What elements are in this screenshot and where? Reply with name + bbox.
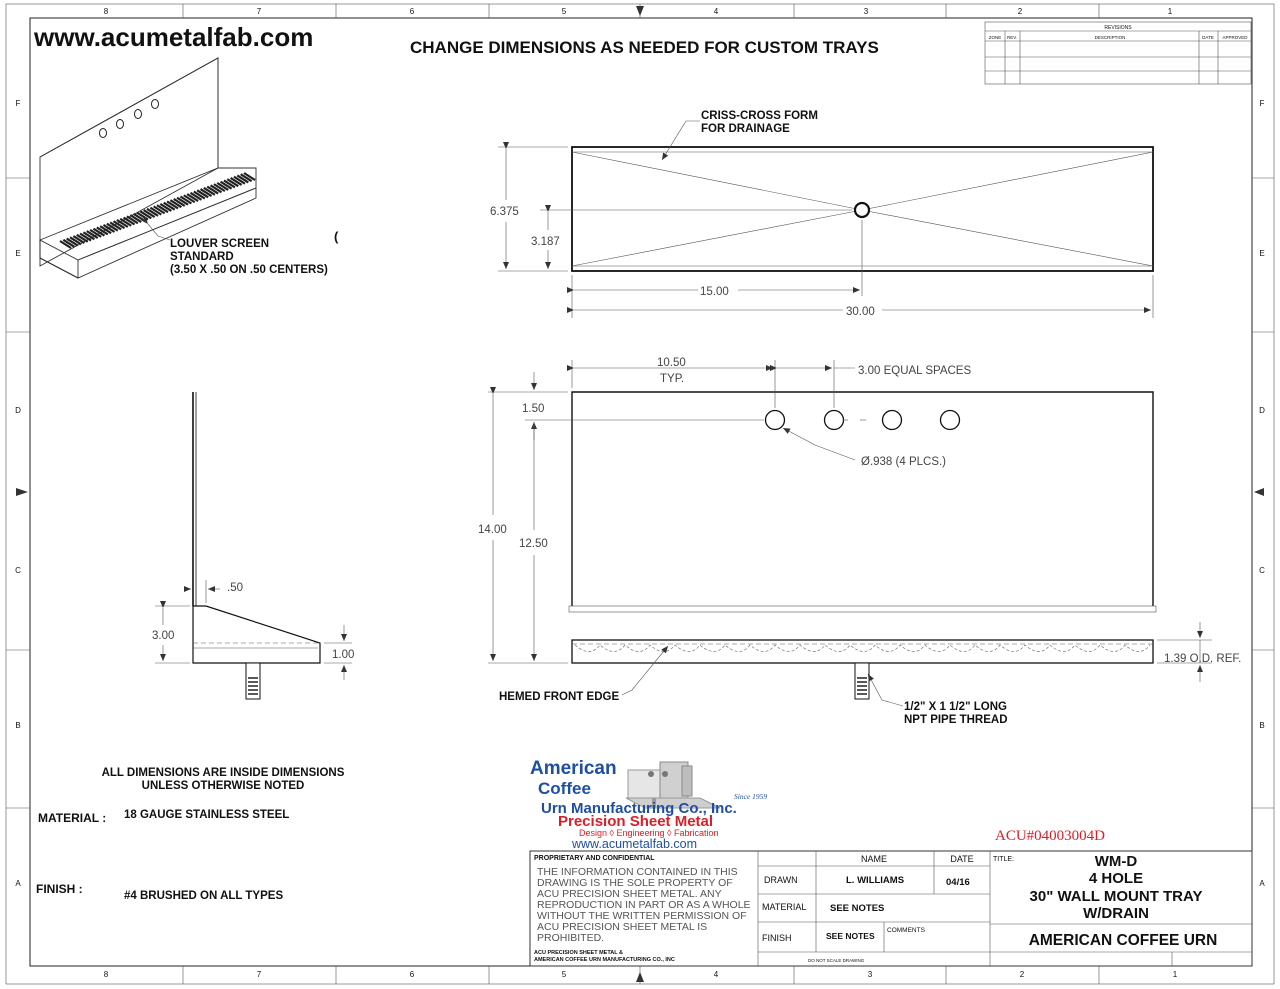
finish-value-tb: SEE NOTES [826, 931, 875, 941]
zone-label: 6 [409, 970, 415, 979]
pipe-note-line1: 1/2" X 1 1/2" LONG [904, 701, 1007, 713]
louver-note [170, 238, 328, 276]
dim-spacing: 3.00 EQUAL SPACES [858, 365, 972, 377]
svg-text:THE INFORMATION CONTAINED IN T: THE INFORMATION CONTAINED IN THIS [537, 866, 738, 878]
company-logo [530, 758, 767, 851]
material-value: 18 GAUGE STAINLESS STEEL [124, 809, 290, 821]
zone-label: 6 [409, 7, 415, 16]
front-view [488, 360, 1212, 706]
dim-depth: 6.375 [490, 206, 519, 218]
zone-label: 2 [1017, 7, 1023, 16]
zone-label: 5 [561, 970, 567, 979]
logo-services: Design ◊ Engineering ◊ Fabrication [579, 828, 719, 838]
rev-header: APPROVED [1222, 35, 1248, 40]
svg-text:W/DRAIN: W/DRAIN [1083, 905, 1149, 922]
svg-text:FOR DRAINAGE: FOR DRAINAGE [701, 123, 790, 135]
rev-header: DESCRIPTION [1094, 35, 1126, 40]
proprietary-title: PROPRIETARY AND CONFIDENTIAL [534, 855, 655, 862]
rev-header: REV. [1006, 35, 1018, 40]
company-footer-line2: AMERICAN COFFEE URN MANUFACTURING CO., INC [534, 957, 675, 963]
svg-text:ACU PRECISION SHEET METAL. ANY: ACU PRECISION SHEET METAL. ANY [537, 888, 722, 900]
faucet-hole-iso [100, 129, 107, 138]
finish-label: FINISH : [36, 882, 83, 896]
website-header: www.acumetalfab.com [34, 22, 314, 52]
dim-od: 1.39 O.D. REF. [1164, 653, 1242, 665]
proprietary-text [537, 866, 751, 944]
material-label: MATERIAL : [38, 811, 107, 825]
faucet-hole [883, 411, 902, 430]
zone-label: 5 [561, 7, 567, 16]
dimensions-note-line2: UNLESS OTHERWISE NOTED [141, 780, 305, 792]
svg-text:WM-D: WM-D [1094, 853, 1138, 870]
zone-label: 3 [867, 970, 873, 979]
zone-label: E [15, 249, 21, 258]
logo-website: www.acumetalfab.com [572, 837, 698, 851]
zone-label: D [1259, 406, 1265, 415]
svg-text:4 HOLE: 4 HOLE [1088, 870, 1144, 887]
finish-value: #4 BRUSHED ON ALL TYPES [124, 890, 284, 902]
drawn-date: 04/16 [946, 877, 970, 888]
revisions-table [985, 22, 1251, 84]
faucet-hole-iso [117, 120, 124, 129]
rev-header: DATE [1202, 35, 1214, 40]
rev-header: ZONE [988, 35, 1002, 40]
zone-label: B [1259, 721, 1265, 730]
title-label: TITLE: [993, 856, 1015, 863]
revisions-title: REVISIONS [1104, 25, 1132, 31]
svg-text:(3.50 X .50 ON .50 CENTERS): (3.50 X .50 ON .50 CENTERS) [170, 264, 328, 276]
zone-label: 1 [1167, 7, 1173, 16]
zone-label: 1 [1172, 970, 1178, 979]
zone-label: A [1259, 879, 1265, 888]
svg-text:ACU PRECISION SHEET METAL IS: ACU PRECISION SHEET METAL IS [537, 921, 708, 933]
drawn-name: L. WILLIAMS [846, 875, 905, 886]
zone-label: 4 [713, 7, 719, 16]
faucet-hole [941, 411, 960, 430]
part-number: ACU#04003004D [995, 828, 1106, 844]
svg-text:CRISS-CROSS FORM: CRISS-CROSS FORM [701, 110, 818, 122]
dim-hole-top: 1.50 [522, 403, 545, 415]
faucet-hole-iso [135, 110, 142, 119]
company-name: AMERICAN COFFEE URN [1028, 932, 1218, 949]
dim-hole-height: 12.50 [519, 538, 548, 550]
date-header: DATE [950, 854, 974, 864]
no-scale-note: DO NOT SCALE DRAWING [808, 958, 865, 963]
dim-first-hole: 10.50 [657, 357, 686, 369]
drawing-title [1030, 853, 1203, 922]
criss-cross-note [701, 110, 818, 135]
zone-label: C [15, 566, 21, 575]
svg-text:PROHIBITED.: PROHIBITED. [537, 932, 605, 944]
zone-label: 8 [103, 7, 109, 16]
svg-text:DRAWING IS THE SOLE PROPERTY O: DRAWING IS THE SOLE PROPERTY OF [537, 877, 733, 889]
svg-text:STANDARD: STANDARD [170, 251, 234, 263]
top-view [498, 121, 1153, 318]
svg-text:WITHOUT THE WRITTEN PERMISSION: WITHOUT THE WRITTEN PERMISSION OF [537, 910, 747, 922]
zone-label: C [1259, 566, 1265, 575]
dimensions-note-line1: ALL DIMENSIONS ARE INSIDE DIMENSIONS [101, 767, 345, 779]
pipe-note-line2: NPT PIPE THREAD [904, 714, 1008, 726]
drawn-label: DRAWN [764, 875, 798, 885]
zone-label: 8 [103, 970, 109, 979]
stray-mark: ( [334, 229, 339, 244]
zone-label: B [15, 721, 21, 730]
zone-label: 2 [1019, 970, 1025, 979]
dim-half-width: 15.00 [700, 286, 729, 298]
faucet-hole-iso [152, 100, 159, 109]
dim-lip: 1.00 [332, 649, 355, 661]
dim-first-hole-sub: TYP. [660, 373, 685, 385]
logo-line3: Urn Manufacturing Co., Inc. [541, 800, 737, 817]
name-header: NAME [860, 854, 888, 864]
zone-label: 7 [256, 7, 262, 16]
side-view [155, 392, 355, 699]
svg-text:LOUVER SCREEN: LOUVER SCREEN [170, 238, 270, 250]
svg-text:30" WALL MOUNT TRAY: 30" WALL MOUNT TRAY [1029, 888, 1203, 905]
logo-line1: American [530, 758, 617, 779]
dim-hole-note: Ø.938 (4 PLCS.) [861, 456, 947, 468]
material-value-tb: SEE NOTES [830, 903, 885, 914]
hem-note: HEMED FRONT EDGE [499, 691, 620, 703]
zone-label: F [15, 99, 21, 108]
logo-line4: Precision Sheet Metal [558, 813, 714, 830]
zone-label: 7 [256, 970, 262, 979]
finish-label-tb: FINISH [762, 933, 792, 943]
zone-label: F [1259, 99, 1265, 108]
zone-label: E [1259, 249, 1265, 258]
page-headline: CHANGE DIMENSIONS AS NEEDED FOR CUSTOM TRAYS [410, 38, 879, 57]
dim-width: 30.00 [846, 306, 875, 318]
drain-hole [855, 203, 869, 217]
dim-thickness: .50 [227, 582, 243, 594]
faucet-hole [766, 411, 785, 430]
comments-label: COMMENTS [887, 927, 925, 934]
dim-half-depth: 3.187 [531, 236, 560, 248]
zone-label: D [15, 406, 21, 415]
zone-label: 3 [863, 7, 869, 16]
zone-label: 4 [713, 970, 719, 979]
company-footer-line1: ACU PRECISION SHEET METAL & [534, 950, 624, 956]
material-label-tb: MATERIAL [762, 902, 807, 912]
logo-line2: Coffee [538, 779, 591, 798]
dim-height: 14.00 [478, 524, 507, 536]
faucet-hole [825, 411, 844, 430]
dim-tray-height: 3.00 [152, 630, 175, 642]
zone-label: A [15, 879, 21, 888]
logo-since: Since 1959 [734, 792, 768, 801]
svg-text:REPRODUCTION IN PART OR AS A W: REPRODUCTION IN PART OR AS A WHOLE [537, 899, 751, 911]
